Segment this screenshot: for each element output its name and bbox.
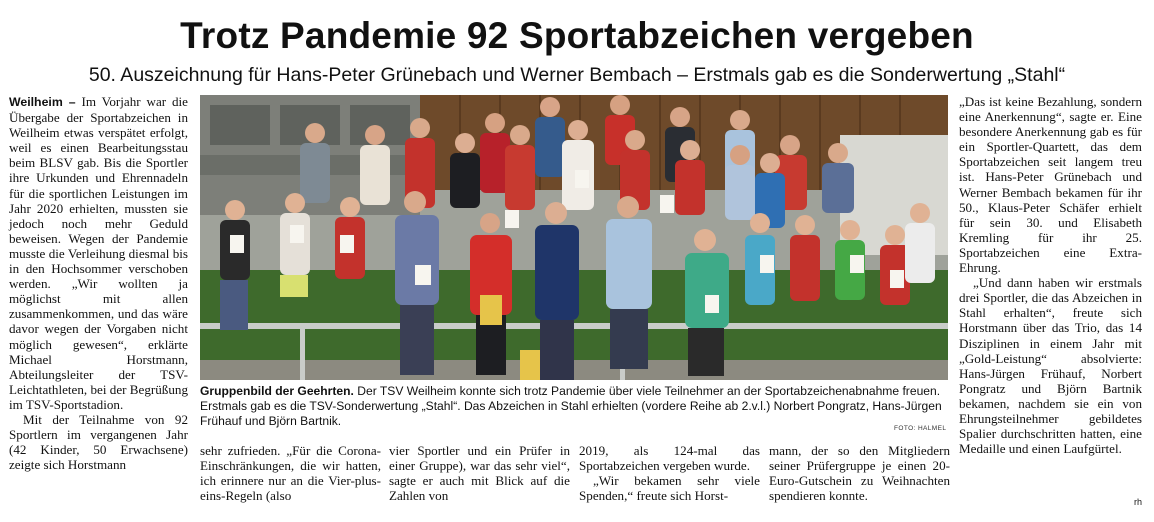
group-photo — [200, 95, 948, 380]
photo-caption — [200, 384, 948, 429]
group-photo-illustration — [200, 95, 948, 380]
article-column-2 — [200, 443, 381, 503]
article-column-6 — [959, 94, 1142, 456]
column-5-text: mann, der so den Mitgliedern seiner Prüfergruppe je einen 20-Euro-Gutschein zu Weihnachten spendieren konnte. — [769, 443, 950, 504]
headline: Trotz Pandemie 92 Sportabzeichen vergeben — [180, 15, 974, 56]
paragraph-1-text: Im Vorjahr war die Übergabe der Sportabzeichen in Weilheim etwas verspätet erfolgt, weil es einen Bearbeitungsstau beim BLSV gab. Bis die Sportler ihre Urkunden und Ehrennadeln für die sportlichen Leistungen im Jahr 2020 erhielten, mussten sie jedoch noch mehr Geduld beweisen. Wegen der Pandemie musste die Verleihung diesmal bis in den Hochsommer verschoben werden. „Wir wollten ja möglichst mit allen zusammenkommen, und das wäre davor wegen der Vorgaben nicht möglich gewesen“, erklärte Michael Horstmann, Abteilungsleiter der TSV-Leichtathleten, bei der Begrüßung im TSV-Sportstadion. — [9, 94, 188, 412]
column-3-text: vier Sportler und ein Prüfer in einer Gruppe), war das sehr viel“, sagte er auch mit Blick auf die Zahlen von — [389, 443, 570, 504]
column-6-text-2: „Und dann haben wir erstmals drei Sportler, die das Abzeichen in Stahl erhalten“, freute sich Horstmann über das Trio, das 14 Disziplinen in einem Jahr mit „Gold-Leistung“ absolvierte: Hans-Jürgen Frühauf, Norbert Pongratz und Björn Bartnik bekamen, nachdem sie ein von Ehrungsteilnehmer gebildetes Spalier durchschritten hatten, eine Medaille und einen Laufgürtel. — [959, 275, 1142, 457]
column-2-text: sehr zufrieden. „Für die Corona-Einschränkungen, die wir hatten, ich erinnere nur an die Vier-plus-eins-Regeln (also — [200, 443, 381, 504]
article-column-5 — [769, 443, 950, 503]
article-column-4 — [579, 443, 760, 503]
column-4-text-2: „Wir bekamen sehr viele Spenden,“ freute sich Horst- — [579, 473, 760, 504]
column-6-text-1: „Das ist keine Bezahlung, sondern eine Anerkennung“, sagte er. Eine besondere Anerkennung gab es für ein Sportler-Quartett, das dem Sportabzeichen seit langem treu ist. Hans-Peter Grünebach und Werner Bembach bekamen für ihr 50., Klaus-Peter Schäfer erhielt für sein 30. und Elisabeth Kremling für ihr 25. Sportabzeichen eine Extra-Ehrung. — [959, 94, 1142, 276]
article-column-3 — [389, 443, 570, 503]
caption-lead: Gruppenbild der Geehrten. — [200, 384, 354, 398]
photo-credit: FOTO: HALMEL — [894, 425, 947, 432]
article-column-1 — [9, 94, 188, 472]
location-lead: Weilheim – — [9, 95, 76, 109]
column-4-text-1: 2019, als 124-mal das Sportabzeichen vergeben wurde. — [579, 443, 760, 474]
caption-text: Der TSV Weilheim konnte sich trotz Pandemie über viele Teilnehmer an der Sportabzeichenabnahme freuen. Erstmals gab es die TSV-Sonderwertung „Stahl“. Das Abzeichen in Stahl erhielten (vordere Reihe ab 2.v.l.) Norbert Pongratz, Hans-Jürgen Frühauf und Björn Bartnik. — [200, 384, 942, 428]
subheadline: 50. Auszeichnung für Hans-Peter Grünebach und Werner Bembach – Erstmals gab es die Sonderwertung „Stahl“ — [88, 64, 1066, 86]
paragraph-2: Mit der Teilnahme von 92 Sportlern im vergangenen Jahr (42 Kinder, 50 Erwachsene) zeigte sich Horstmann — [9, 411, 188, 473]
paragraph-1 — [9, 94, 188, 412]
author-tag: rh — [1133, 497, 1142, 507]
